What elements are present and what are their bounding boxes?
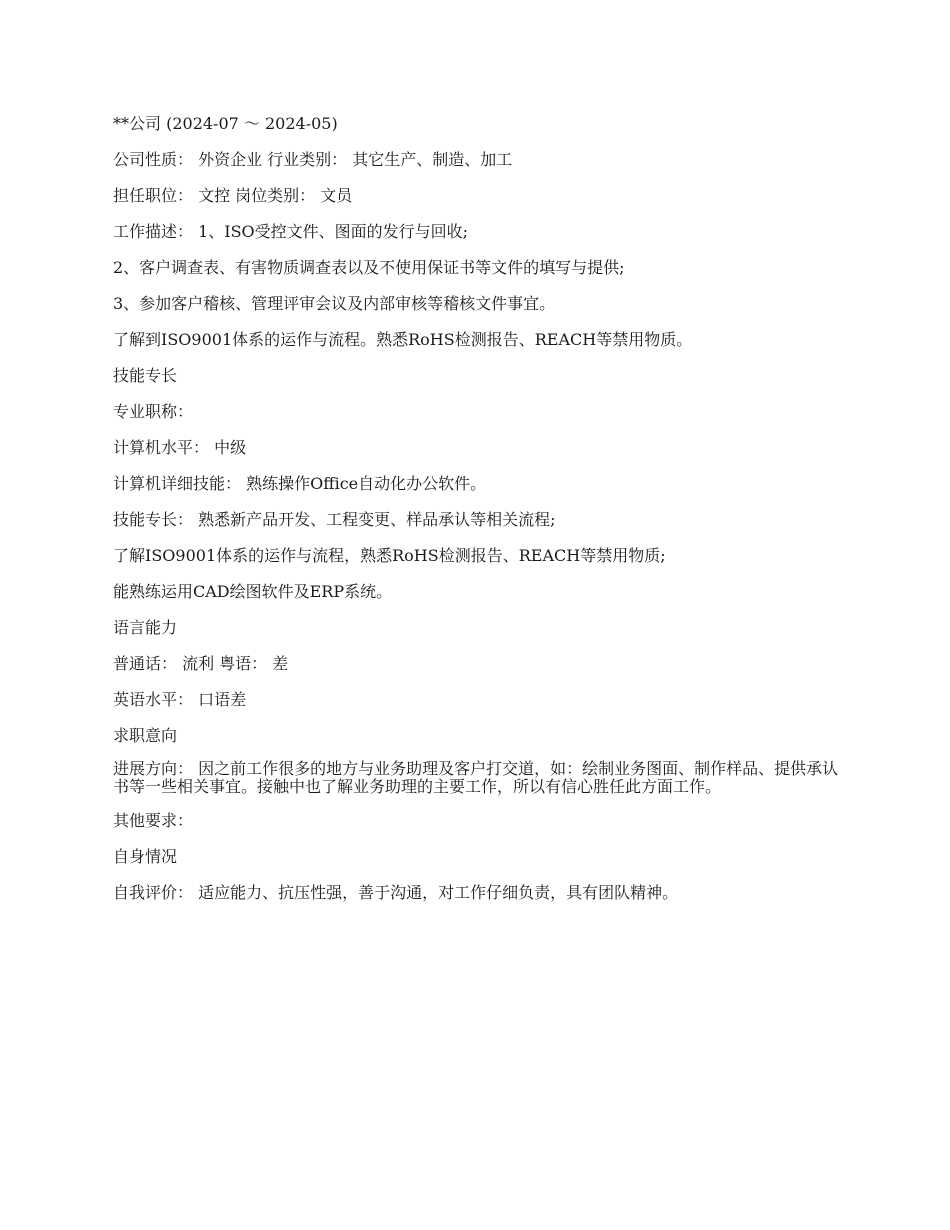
career-direction-paragraph: 进展方向： 因之前工作很多的地方与业务助理及客户打交道，如：绘制业务图面、制作样品、提供承认书等一些相关事宜。接触中也了解业务助理的主要工作，所以有信心胜任此方面工作。 bbox=[113, 759, 839, 796]
section-heading-job-intention: 求职意向 bbox=[113, 726, 178, 745]
computer-level-line: 计算机水平： 中级 bbox=[113, 438, 247, 457]
section-heading-language: 语言能力 bbox=[113, 618, 178, 637]
position-line: 担任职位： 文控 岗位类别： 文员 bbox=[113, 186, 353, 205]
self-evaluation-line: 自我评价： 适应能力、抗压性强，善于沟通，对工作仔细负责，具有团队精神。 bbox=[113, 883, 679, 902]
job-description-line: 工作描述： 1、ISO受控文件、图面的发行与回收; bbox=[113, 222, 469, 241]
iso-knowledge-line: 了解到ISO9001体系的运作与流程。熟悉RoHS检测报告、REACH等禁用物质。 bbox=[113, 330, 693, 349]
other-requirements-line: 其他要求： bbox=[113, 811, 194, 830]
resume-document bbox=[113, 112, 843, 917]
section-heading-skills: 技能专长 bbox=[113, 366, 178, 385]
cad-erp-line: 能熟练运用CAD绘图软件及ERP系统。 bbox=[113, 582, 393, 601]
english-level-line: 英语水平： 口语差 bbox=[113, 690, 247, 709]
company-nature-line: 公司性质： 外资企业 行业类别： 其它生产、制造、加工 bbox=[113, 150, 513, 169]
professional-title-line: 专业职称： bbox=[113, 402, 194, 421]
job-description-item-3: 3、参加客户稽核、管理评审会议及内部审核等稽核文件事宜。 bbox=[113, 294, 556, 313]
company-period-line: **公司 (2024-07 ～ 2024-05) bbox=[113, 114, 338, 133]
mandarin-cantonese-line: 普通话： 流利 粤语： 差 bbox=[113, 654, 289, 673]
section-heading-self: 自身情况 bbox=[113, 847, 178, 866]
computer-skills-line: 计算机详细技能： 熟练操作Office自动化办公软件。 bbox=[113, 474, 487, 493]
iso-familiarity-line: 了解ISO9001体系的运作与流程，熟悉RoHS检测报告、REACH等禁用物质; bbox=[113, 546, 666, 565]
skill-specialty-line: 技能专长： 熟悉新产品开发、工程变更、样品承认等相关流程; bbox=[113, 510, 556, 529]
job-description-item-2: 2、客户调查表、有害物质调查表以及不使用保证书等文件的填写与提供; bbox=[113, 258, 625, 277]
